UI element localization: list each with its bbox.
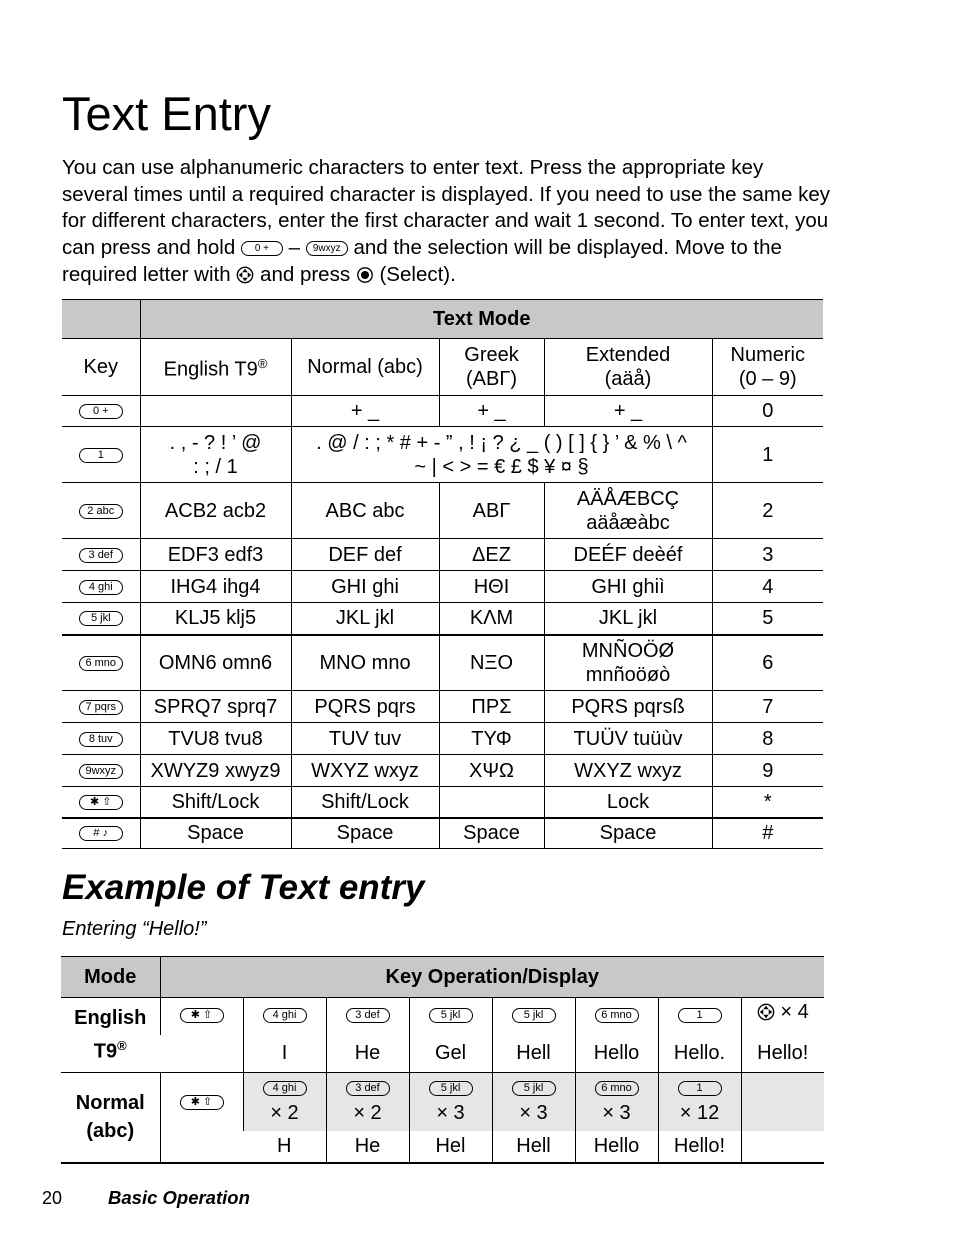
nav-times-cell (741, 998, 824, 1035)
col-extended-line2: (aäå) (604, 368, 652, 390)
intro-text-2: and the selection will be displayed. Move to the required letter with (62, 236, 782, 286)
key-2-icon: 2 abc (79, 504, 123, 519)
cell-numeric: 4 (712, 571, 823, 603)
cell-extended-line2: aäåæàbc (586, 511, 670, 534)
cell-t9: ACB2 acb2 (140, 483, 291, 539)
cell-numeric: 7 (712, 691, 823, 723)
cell-greek: ΝΞΟ (439, 635, 544, 691)
cell-numeric: # (712, 818, 823, 849)
display-cell (741, 1131, 824, 1163)
display-cell: Hell (492, 1131, 575, 1163)
key-3-icon: 3 def (346, 1008, 390, 1023)
press-count: × 3 (519, 1102, 548, 1124)
key-hash-icon: # ♪ (79, 826, 123, 841)
press-count: × 2 (353, 1102, 382, 1124)
table-row (62, 691, 823, 723)
cell-greek: + _ (439, 396, 544, 427)
cell-numeric: 5 (712, 603, 823, 635)
registered-mark: ® (117, 1038, 127, 1054)
mode-t9-line2: T9 (93, 1040, 118, 1063)
table-row (62, 755, 823, 787)
table-row (62, 635, 823, 691)
cell-greek (439, 787, 544, 818)
key-3-icon: 3 def (346, 1081, 390, 1096)
header-key-operation: Key Operation/Display (160, 957, 824, 998)
key-5-icon: 5 jkl (512, 1008, 556, 1023)
key-5-icon: 5 jkl (429, 1081, 473, 1096)
display-cell: H (243, 1131, 326, 1163)
cell-t9 (140, 396, 291, 427)
cell-greek: ΠΡΣ (439, 691, 544, 723)
cell-normal: WXYZ wxyz (291, 755, 439, 787)
col-english-t9 (140, 339, 291, 396)
col-key: Key (62, 339, 140, 396)
header-mode: Mode (61, 957, 160, 998)
press-count: × 3 (436, 1102, 465, 1124)
cell-greek: ΧΨΩ (439, 755, 544, 787)
cell-t9: OMN6 omn6 (140, 635, 291, 691)
navigation-key-icon (757, 1003, 775, 1021)
cell-numeric: 3 (712, 539, 823, 571)
cell-extended (544, 635, 712, 691)
key-4-icon: 4 ghi (79, 580, 123, 595)
key-1-icon: 1 (678, 1081, 722, 1096)
key-7-icon: 7 pqrs (79, 700, 123, 715)
display-cell: Gel (409, 1035, 492, 1073)
cell-extended: DEÉF deèéf (544, 539, 712, 571)
mode-normal-abc (61, 1073, 160, 1163)
cell-t9 (140, 427, 291, 483)
nav-times: × 4 (780, 1001, 809, 1023)
cell-normal-line1: . @ / : ; * # + - ” , ! ¡ ? ¿ _ ( ) [ ] { } ’ & % \ ^ (316, 431, 687, 454)
table-row (62, 571, 823, 603)
col-numeric (712, 339, 823, 396)
key-6-icon: 6 mno (595, 1081, 639, 1096)
header-blank (62, 300, 140, 339)
table-row (62, 539, 823, 571)
display-cell: I (243, 1035, 326, 1073)
display-cell (160, 1035, 243, 1073)
display-cell: Hello (575, 1035, 658, 1073)
key-5-icon: 5 jkl (429, 1008, 473, 1023)
key-6-icon: 6 mno (595, 1008, 639, 1023)
key-star-shift-icon: ✱ ⇧ (79, 795, 123, 810)
cell-normal: GHI ghi (291, 571, 439, 603)
col-english-t9-label: English T9 (163, 358, 258, 381)
cell-greek: ΗΘΙ (439, 571, 544, 603)
key-star-shift-icon: ✱ ⇧ (180, 1008, 224, 1023)
cell-greek: ΔΕΖ (439, 539, 544, 571)
display-cell: Hello! (741, 1035, 824, 1073)
col-extended-line1: Extended (585, 344, 671, 366)
key-3-icon: 3 def (79, 548, 123, 563)
press-count: × 3 (602, 1102, 631, 1124)
cell-normal: PQRS pqrs (291, 691, 439, 723)
cell-numeric: 9 (712, 755, 823, 787)
display-cell: Hell (492, 1035, 575, 1073)
col-greek-line2: (ΑΒΓ) (465, 368, 517, 390)
key-0-icon: 0 + (79, 404, 123, 419)
mode-normal-line2: (abc) (86, 1120, 135, 1143)
key-6-icon: 6 mno (79, 656, 123, 671)
key-8-icon: 8 tuv (79, 732, 123, 747)
display-cell: Hello (575, 1131, 658, 1163)
table-row (62, 603, 823, 635)
example-heading: Example of Text entry (62, 868, 425, 907)
cell-normal: DEF def (291, 539, 439, 571)
cell-extended: Space (544, 818, 712, 849)
press-count: × 12 (679, 1102, 720, 1124)
cell-extended: JKL jkl (544, 603, 712, 635)
cell-extended: WXYZ wxyz (544, 755, 712, 787)
table-row (62, 787, 823, 818)
col-normal: Normal (abc) (291, 339, 439, 396)
key-0-icon: 0 + (241, 241, 283, 256)
t9-keys-row (61, 998, 824, 1035)
table-row (62, 483, 823, 539)
cell-normal: Space (291, 818, 439, 849)
cell-t9: KLJ5 klj5 (140, 603, 291, 635)
cell-extended-line1: AÄÅÆBCÇ (576, 487, 680, 510)
key-9-icon: 9wxyz (79, 764, 123, 779)
table-row (62, 396, 823, 427)
footer-section: Basic Operation (108, 1187, 250, 1208)
navigation-key-icon (236, 266, 254, 284)
col-greek (439, 339, 544, 396)
cell-extended: Lock (544, 787, 712, 818)
page-number: 20 (42, 1188, 63, 1208)
cell-greek: ΑΒΓ (439, 483, 544, 539)
cell-extended-line1: MNÑOÖØ (581, 639, 675, 662)
key-1-icon: 1 (678, 1008, 722, 1023)
cell-numeric: 8 (712, 723, 823, 755)
key-star-shift-icon: ✱ ⇧ (180, 1095, 224, 1110)
press-count: × 2 (270, 1102, 299, 1124)
cell-t9: TVU8 tvu8 (140, 723, 291, 755)
cell-greek: Space (439, 818, 544, 849)
mode-t9-line1: English (74, 1007, 147, 1030)
key-9-icon: 9wxyz (306, 241, 348, 256)
cell-numeric: 6 (712, 635, 823, 691)
cell-numeric: * (712, 787, 823, 818)
col-greek-line1: Greek (464, 344, 519, 366)
cell-normal: Shift/Lock (291, 787, 439, 818)
t9-display-row (61, 1035, 824, 1073)
cell-extended-line2: mnñoöøò (585, 663, 671, 686)
key-5-icon: 5 jkl (512, 1081, 556, 1096)
intro-dash: – (288, 236, 301, 260)
cell-t9: XWYZ9 xwyz9 (140, 755, 291, 787)
key-5-icon: 5 jkl (79, 611, 123, 626)
mode-english-t9 (61, 998, 160, 1073)
cell-t9: IHG4 ihg4 (140, 571, 291, 603)
example-subtitle: Entering “Hello!” (62, 918, 207, 940)
cell-normal: MNO mno (291, 635, 439, 691)
table-row (62, 818, 823, 849)
intro-text-4: (Select). (379, 262, 456, 286)
key-4-icon: 4 ghi (263, 1081, 307, 1096)
cell-extended: TUÜV tuüùv (544, 723, 712, 755)
cell-t9: SPRQ7 sprq7 (140, 691, 291, 723)
cell-normal: TUV tuv (291, 723, 439, 755)
table-row (62, 723, 823, 755)
cell-greek: ΚΛΜ (439, 603, 544, 635)
cell-normal: JKL jkl (291, 603, 439, 635)
normal-keys-row (61, 1073, 824, 1131)
cell-extended (544, 483, 712, 539)
page-title: Text Entry (62, 87, 271, 140)
display-cell: Hello. (658, 1035, 741, 1073)
cell-normal-line2: ~ | < > = € £ $ ¥ ¤ § (414, 455, 589, 478)
key-1-icon: 1 (79, 448, 123, 463)
mode-normal-line1: Normal (75, 1092, 145, 1115)
intro-paragraph (62, 155, 832, 289)
text-mode-table (62, 299, 823, 849)
cell-extended: PQRS pqrsß (544, 691, 712, 723)
header-text-mode: Text Mode (140, 300, 823, 339)
cell-t9: EDF3 edf3 (140, 539, 291, 571)
cell-t9: Shift/Lock (140, 787, 291, 818)
col-numeric-line2: (0 – 9) (738, 368, 797, 390)
cell-extended: GHI ghiì (544, 571, 712, 603)
registered-mark: ® (257, 356, 268, 372)
table-row (62, 427, 823, 483)
cell-numeric: 2 (712, 483, 823, 539)
cell-t9-line2: : ; / 1 (193, 455, 238, 478)
col-numeric-line1: Numeric (730, 344, 805, 366)
cell-extended: + _ (544, 396, 712, 427)
display-cell: He (326, 1035, 409, 1073)
example-table (61, 956, 824, 1164)
display-cell: He (326, 1131, 409, 1163)
key-4-icon: 4 ghi (263, 1008, 307, 1023)
select-key-icon (356, 266, 374, 284)
cell-t9: Space (140, 818, 291, 849)
display-cell: Hel (409, 1131, 492, 1163)
col-extended (544, 339, 712, 396)
intro-text-3: and press (260, 262, 351, 286)
cell-numeric: 1 (712, 427, 823, 483)
cell-normal: ABC abc (291, 483, 439, 539)
cell-normal-symbols (291, 427, 712, 483)
cell-numeric: 0 (712, 396, 823, 427)
cell-greek: ΤΥΦ (439, 723, 544, 755)
cell-normal: + _ (291, 396, 439, 427)
display-cell: Hello! (658, 1131, 741, 1163)
cell-t9-line1: . , - ? ! ’ @ (169, 431, 262, 454)
intro-text-1: You can use alphanumeric characters to enter text. Press the appropriate key several times until a required character is displayed. If you need to use the same key for different characters, enter the first character and wait 1 second. To enter text, you can press and hold (62, 156, 831, 260)
